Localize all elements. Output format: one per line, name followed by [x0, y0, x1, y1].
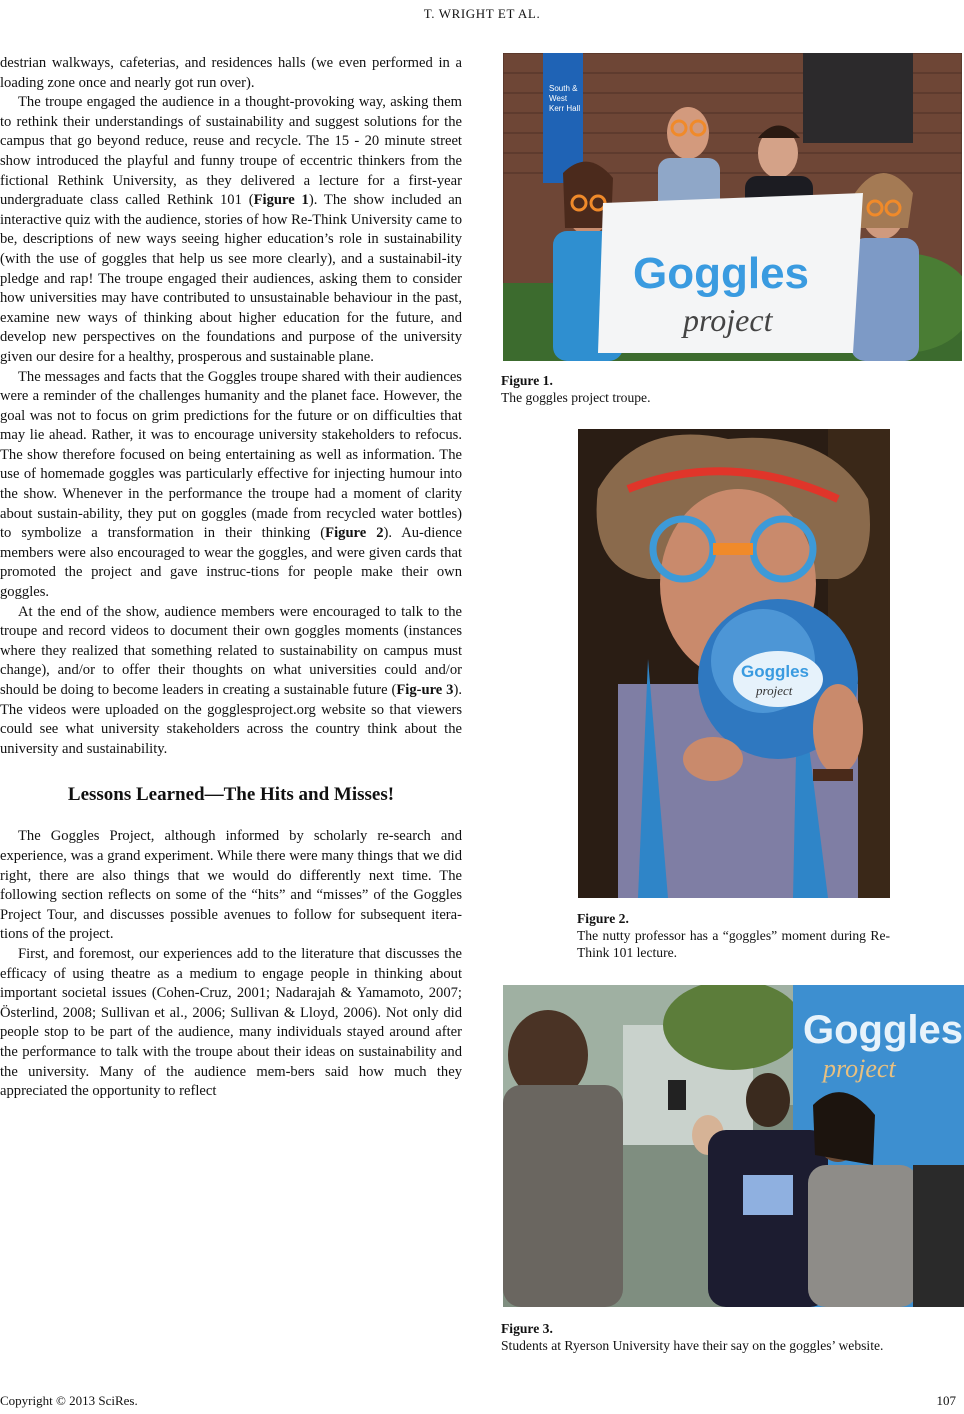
copyright-notice: Copyright © 2013 SciRes.	[0, 1393, 138, 1408]
figure-3-caption-text: Students at Ryerson University have their say on the goggles’ website.	[501, 1338, 884, 1353]
figure-1-label: Figure 1.	[501, 373, 553, 388]
figure-1-caption-text: The goggles project troupe.	[501, 390, 651, 405]
svg-text:West: West	[549, 94, 568, 103]
figure-1-caption	[501, 372, 961, 406]
section-title: Lessons Learned—The Hits and Misses!	[67, 784, 395, 806]
figure-3-label: Figure 3.	[501, 1321, 553, 1336]
svg-text:Kerr Hall: Kerr Hall	[549, 104, 581, 113]
paragraph-2: The troupe engaged the audience in a thought-provoking way, asking them to rethink their understandings of sustainability and suggest solutions for the campus that go beyond reduce, reuse and recycle. The 15 - 20 minute street show introduced the playful and funny troupe of eccentric thinkers from the fictional Rethink University, as they delivered a lecture for a first-year undergraduate class called Rethink 101 (Figure 1). The show included an interactive quiz with the audience, stories of how Re-Think University came to be, descriptions of new ways seeing higher education’s role in sustainability (with the use of goggles that help us see more clearly), and a sustainabil-ity pledge and rap! The troupe engaged their audiences, asking them to consider how universities may have contributed to unsustainable behaviour in the past, examine new ways of thinking about higher education for the future, and develop new perspectives on the foundations and purpose of the university given our desire for a healthy, prosperous and sustainable plane.	[0, 94, 462, 365]
figure-2-caption	[577, 910, 890, 961]
svg-text:project: project	[756, 683, 793, 698]
figure-2-ref: Figure 2	[325, 525, 384, 542]
figure-1-ref: Figure 1	[253, 192, 309, 209]
svg-text:project: project	[683, 302, 773, 338]
paragraph-6: First, and foremost, our experiences add to the literature that discusses the efficacy of using theatre as a medium to engage people in thinking about important societal issues (Cohen-Cruz, 2001; Nadarajah & Yamamoto, 2007; Österlind, 2008; Sullivan et al., 2006; Sullivan & Lloyd, 2006). Not only did people stop to be part of the audience, many individuals stayed around after the performance to talk with the troupe about their ideas on sustainability and the university. Many of the audience mem-bers said how much they appreciated the opportunity to reflect	[0, 945, 462, 1100]
svg-text:Goggles: Goggles	[741, 662, 810, 681]
running-head: T. WRIGHT ET AL.	[423, 6, 541, 21]
paragraph-5: The Goggles Project, although informed by scholarly re-search and experience, was a grand experiment. While there were many things that we did right, there are also things that we would do differently next time. The following section reflects on some of the “hits” and “misses” of the Goggles Project Tour, and discusses possible avenues to follow for subsequent itera-tions of the project.	[0, 828, 462, 943]
figure-2-label: Figure 2.	[577, 911, 629, 926]
figure-3-photo	[503, 985, 964, 1307]
page-number: 107	[936, 1393, 956, 1408]
svg-text:Goggles: Goggles	[633, 249, 810, 298]
paragraph-1: destrian walkways, cafeterias, and residences halls (we even performed in a loading zone once and nearly got run over).	[0, 55, 462, 91]
figure-1-photo	[503, 53, 962, 361]
figure-3-ref: Fig-ure 3	[396, 682, 454, 698]
figure-3-caption	[501, 1320, 964, 1354]
svg-text:Goggles: Goggles	[803, 1008, 964, 1052]
figure-2-photo	[578, 429, 890, 898]
paragraph-4: At the end of the show, audience members were encouraged to talk to the troupe and record videos to document their own goggles moments (instances where they realized that something related to sustainability on campus must change), and/or to offer their thoughts on what universities could and/or should be doing to become leaders in creating a sustainable future (Fig-ure 3). The videos were uploaded on the gogglesproject.org website so that viewers could see what university stakeholders across the country think about the university and sustainability.	[0, 603, 462, 757]
paragraph-3: The messages and facts that the Goggles troupe shared with their audiences were a reminder of the challenges humanity and the planet face. However, the goal was not to focus on grim predictions for the future or on difficulties that may lie ahead. Rather, it was to encourage university stakeholders to refocus. The show therefore focused on being entertaining as well as information. The use of homemade goggles was particularly effective for injecting humour into the show. Whenever in the performance the troupe had a moment of clarity about sustain-ability, they put on goggles (made from recycled water bottles) to symbolize a transformation in their thinking (Figure 2). Au-dience members were also encouraged to wear the goggles, and were given cards that promoted the project and gave instruc-tions for people make their own goggles.	[0, 368, 462, 601]
body-text-column	[0, 54, 462, 1102]
svg-text:South &: South &	[549, 84, 578, 93]
svg-text:project: project	[823, 1054, 896, 1083]
figure-2-caption-text: The nutty professor has a “goggles” moment during Re-Think 101 lecture.	[577, 928, 890, 960]
